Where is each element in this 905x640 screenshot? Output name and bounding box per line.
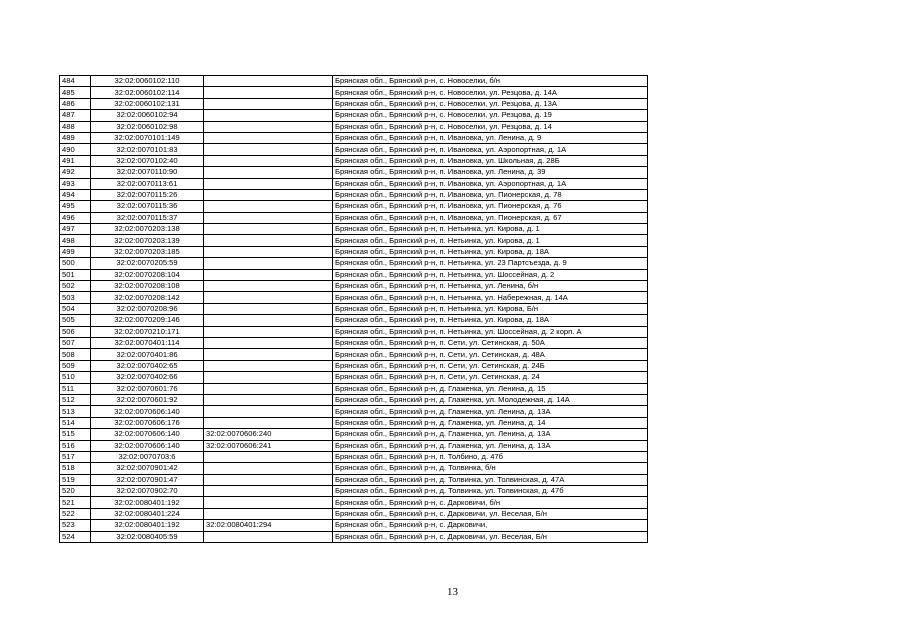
- address-cell: Брянская обл., Брянский р-н, д. Глаженка, ул. Молодежная, д. 14А: [333, 394, 648, 405]
- cadastral-number-cell: 32:02:0070203:138: [91, 224, 204, 235]
- address-cell: Брянская обл., Брянский р-н, д. Глаженка, ул. Ленина, д. 14: [333, 417, 648, 428]
- property-register-table: [59, 75, 648, 543]
- table-row: [60, 372, 648, 383]
- cadastral-number-cell: 32:02:0070110:90: [91, 167, 204, 178]
- table-row: [60, 383, 648, 394]
- row-number-cell: 515: [60, 429, 91, 440]
- cadastral-number-cell: 32:02:0070208:104: [91, 269, 204, 280]
- row-number-cell: 488: [60, 121, 91, 132]
- table-row: [60, 326, 648, 337]
- table-row: [60, 531, 648, 542]
- row-number-cell: 518: [60, 463, 91, 474]
- cadastral-number-cell: 32:02:0060102:131: [91, 98, 204, 109]
- table-row: [60, 246, 648, 257]
- cadastral-number-cell: 32:02:0070402:65: [91, 360, 204, 371]
- address-cell: Брянская обл., Брянский р-н, с. Новоселки, ул. Резцова, д. 14: [333, 121, 648, 132]
- row-number-cell: 501: [60, 269, 91, 280]
- row-number-cell: 513: [60, 406, 91, 417]
- cadastral-number-cell: 32:02:0080401:192: [91, 520, 204, 531]
- table-row: [60, 292, 648, 303]
- address-cell: Брянская обл., Брянский р-н, с. Дарковичи, б/н: [333, 497, 648, 508]
- related-cadastral-number-cell: [204, 417, 333, 428]
- related-cadastral-number-cell: [204, 372, 333, 383]
- related-cadastral-number-cell: [204, 269, 333, 280]
- row-number-cell: 511: [60, 383, 91, 394]
- table-row: [60, 315, 648, 326]
- table-row: [60, 406, 648, 417]
- related-cadastral-number-cell: [204, 315, 333, 326]
- row-number-cell: 519: [60, 474, 91, 485]
- related-cadastral-number-cell: [204, 144, 333, 155]
- cadastral-number-cell: 32:02:0070606:140: [91, 406, 204, 417]
- related-cadastral-number-cell: [204, 383, 333, 394]
- table-row: [60, 269, 648, 280]
- register-table-body: [60, 76, 648, 543]
- related-cadastral-number-cell: [204, 394, 333, 405]
- row-number-cell: 516: [60, 440, 91, 451]
- cadastral-number-cell: 32:02:0060102:98: [91, 121, 204, 132]
- related-cadastral-number-cell: [204, 406, 333, 417]
- related-cadastral-number-cell: [204, 189, 333, 200]
- row-number-cell: 494: [60, 189, 91, 200]
- address-cell: Брянская обл., Брянский р-н, п. Ивановка, ул. Ленина, д. 9: [333, 132, 648, 143]
- cadastral-number-cell: 32:02:0070601:92: [91, 394, 204, 405]
- table-row: [60, 155, 648, 166]
- table-row: [60, 110, 648, 121]
- address-cell: Брянская обл., Брянский р-н, д. Толвинка, ул. Толвинская, д. 47А: [333, 474, 648, 485]
- row-number-cell: 524: [60, 531, 91, 542]
- row-number-cell: 505: [60, 315, 91, 326]
- related-cadastral-number-cell: [204, 110, 333, 121]
- related-cadastral-number-cell: [204, 463, 333, 474]
- cadastral-number-cell: 32:02:0070101:149: [91, 132, 204, 143]
- related-cadastral-number-cell: [204, 497, 333, 508]
- table-row: [60, 337, 648, 348]
- row-number-cell: 493: [60, 178, 91, 189]
- table-row: [60, 281, 648, 292]
- related-cadastral-number-cell: [204, 98, 333, 109]
- cadastral-number-cell: 32:02:0070606:140: [91, 429, 204, 440]
- address-cell: Брянская обл., Брянский р-н, с. Дарковичи, ул. Веселая, Б/н: [333, 531, 648, 542]
- row-number-cell: 498: [60, 235, 91, 246]
- address-cell: Брянская обл., Брянский р-н, п. Нетьинка, ул. Кирова, д. 18А: [333, 246, 648, 257]
- related-cadastral-number-cell: [204, 167, 333, 178]
- table-row: [60, 201, 648, 212]
- table-row: [60, 520, 648, 531]
- cadastral-number-cell: 32:02:0070203:139: [91, 235, 204, 246]
- address-cell: Брянская обл., Брянский р-н, п. Сети, ул. Сетинская, д. 50А: [333, 337, 648, 348]
- row-number-cell: 503: [60, 292, 91, 303]
- address-cell: Брянская обл., Брянский р-н, с. Новоселки, ул. Резцова, д. 19: [333, 110, 648, 121]
- related-cadastral-number-cell: [204, 235, 333, 246]
- address-cell: Брянская обл., Брянский р-н, п. Нетьинка, ул. Кирова, д. 1: [333, 235, 648, 246]
- related-cadastral-number-cell: [204, 326, 333, 337]
- related-cadastral-number-cell: [204, 486, 333, 497]
- address-cell: Брянская обл., Брянский р-н, п. Нетьинка, ул. Ленина, б/н: [333, 281, 648, 292]
- cadastral-number-cell: 32:02:0080401:224: [91, 508, 204, 519]
- row-number-cell: 489: [60, 132, 91, 143]
- address-cell: Брянская обл., Брянский р-н, п. Ивановка, ул. Пионерская, д. 67: [333, 212, 648, 223]
- address-cell: Брянская обл., Брянский р-н, с. Дарковичи,: [333, 520, 648, 531]
- table-row: [60, 258, 648, 269]
- cadastral-number-cell: 32:02:0070210:171: [91, 326, 204, 337]
- table-row: [60, 224, 648, 235]
- address-cell: Брянская обл., Брянский р-н, п. Нетьинка, ул. Кирова, Б/н: [333, 303, 648, 314]
- address-cell: Брянская обл., Брянский р-н, с. Новоселки, б/н: [333, 76, 648, 87]
- row-number-cell: 506: [60, 326, 91, 337]
- related-cadastral-number-cell: [204, 224, 333, 235]
- related-cadastral-number-cell: [204, 87, 333, 98]
- related-cadastral-number-cell: [204, 258, 333, 269]
- address-cell: Брянская обл., Брянский р-н, п. Нетьинка, ул. Кирова, д. 18А: [333, 315, 648, 326]
- cadastral-number-cell: 32:02:0070115:37: [91, 212, 204, 223]
- row-number-cell: 522: [60, 508, 91, 519]
- table-row: [60, 474, 648, 485]
- table-row: [60, 167, 648, 178]
- address-cell: Брянская обл., Брянский р-н, с. Дарковичи, ул. Веселая, Б/н: [333, 508, 648, 519]
- cadastral-number-cell: 32:02:0070402:66: [91, 372, 204, 383]
- row-number-cell: 497: [60, 224, 91, 235]
- related-cadastral-number-cell: [204, 531, 333, 542]
- address-cell: Брянская обл., Брянский р-н, п. Ивановка, ул. Школьная, д. 28Б: [333, 155, 648, 166]
- row-number-cell: 507: [60, 337, 91, 348]
- table-row: [60, 178, 648, 189]
- cadastral-number-cell: 32:02:0070606:140: [91, 440, 204, 451]
- row-number-cell: 495: [60, 201, 91, 212]
- related-cadastral-number-cell: [204, 178, 333, 189]
- table-row: [60, 463, 648, 474]
- cadastral-number-cell: 32:02:0070102:40: [91, 155, 204, 166]
- related-cadastral-number-cell: [204, 451, 333, 462]
- table-row: [60, 417, 648, 428]
- address-cell: Брянская обл., Брянский р-н, д. Глаженка, ул. Ленина, д. 13А: [333, 440, 648, 451]
- address-cell: Брянская обл., Брянский р-н, п. Ивановка, ул. Аэропортная, д. 1А: [333, 144, 648, 155]
- row-number-cell: 502: [60, 281, 91, 292]
- row-number-cell: 484: [60, 76, 91, 87]
- cadastral-number-cell: 32:02:0070601:76: [91, 383, 204, 394]
- related-cadastral-number-cell: 32:02:0070606:240: [204, 429, 333, 440]
- address-cell: Брянская обл., Брянский р-н, п. Нетьинка, ул. 23 Партсъезда, д. 9: [333, 258, 648, 269]
- row-number-cell: 496: [60, 212, 91, 223]
- table-row: [60, 76, 648, 87]
- table-row: [60, 144, 648, 155]
- table-row: [60, 486, 648, 497]
- page-number: 13: [447, 586, 458, 598]
- table-row: [60, 508, 648, 519]
- table-row: [60, 132, 648, 143]
- row-number-cell: 486: [60, 98, 91, 109]
- row-number-cell: 490: [60, 144, 91, 155]
- address-cell: Брянская обл., Брянский р-н, п. Ивановка, ул. Ленина, д. 39: [333, 167, 648, 178]
- address-cell: Брянская обл., Брянский р-н, п. Ивановка, ул. Пионерская, д. 78: [333, 189, 648, 200]
- related-cadastral-number-cell: 32:02:0080401:294: [204, 520, 333, 531]
- row-number-cell: 485: [60, 87, 91, 98]
- table-row: [60, 349, 648, 360]
- related-cadastral-number-cell: [204, 508, 333, 519]
- cadastral-number-cell: 32:02:0070606:176: [91, 417, 204, 428]
- related-cadastral-number-cell: [204, 212, 333, 223]
- related-cadastral-number-cell: [204, 303, 333, 314]
- related-cadastral-number-cell: [204, 246, 333, 257]
- related-cadastral-number-cell: [204, 474, 333, 485]
- row-number-cell: 517: [60, 451, 91, 462]
- cadastral-number-cell: 32:02:0070208:96: [91, 303, 204, 314]
- table-row: [60, 212, 648, 223]
- related-cadastral-number-cell: [204, 201, 333, 212]
- related-cadastral-number-cell: [204, 349, 333, 360]
- table-row: [60, 189, 648, 200]
- cadastral-number-cell: 32:02:0070902:70: [91, 486, 204, 497]
- related-cadastral-number-cell: 32:02:0070606:241: [204, 440, 333, 451]
- row-number-cell: 492: [60, 167, 91, 178]
- related-cadastral-number-cell: [204, 292, 333, 303]
- address-cell: Брянская обл., Брянский р-н, д. Толвинка, б/н: [333, 463, 648, 474]
- cadastral-number-cell: 32:02:0070208:142: [91, 292, 204, 303]
- row-number-cell: 520: [60, 486, 91, 497]
- address-cell: Брянская обл., Брянский р-н, с. Новоселки, ул. Резцова, д. 14А: [333, 87, 648, 98]
- related-cadastral-number-cell: [204, 360, 333, 371]
- row-number-cell: 523: [60, 520, 91, 531]
- address-cell: Брянская обл., Брянский р-н, п. Нетьинка, ул. Шоссейная, д. 2: [333, 269, 648, 280]
- address-cell: Брянская обл., Брянский р-н, п. Сети, ул. Сетинская, д. 24Б: [333, 360, 648, 371]
- address-cell: Брянская обл., Брянский р-н, п. Сети, ул. Сетинская, д. 48А: [333, 349, 648, 360]
- row-number-cell: 491: [60, 155, 91, 166]
- row-number-cell: 504: [60, 303, 91, 314]
- cadastral-number-cell: 32:02:0070115:26: [91, 189, 204, 200]
- cadastral-number-cell: 32:02:0070209:146: [91, 315, 204, 326]
- related-cadastral-number-cell: [204, 76, 333, 87]
- row-number-cell: 487: [60, 110, 91, 121]
- address-cell: Брянская обл., Брянский р-н, п. Нетьинка, ул. Шоссейная, д. 2 корп. А: [333, 326, 648, 337]
- related-cadastral-number-cell: [204, 337, 333, 348]
- cadastral-number-cell: 32:02:0070401:114: [91, 337, 204, 348]
- table-row: [60, 121, 648, 132]
- address-cell: Брянская обл., Брянский р-н, с. Новоселки, ул. Резцова, д. 13А: [333, 98, 648, 109]
- table-row: [60, 497, 648, 508]
- row-number-cell: 508: [60, 349, 91, 360]
- cadastral-number-cell: 32:02:0070703:6: [91, 451, 204, 462]
- address-cell: Брянская обл., Брянский р-н, д. Глаженка, ул. Ленина, д. 13А: [333, 406, 648, 417]
- cadastral-number-cell: 32:02:0070101:83: [91, 144, 204, 155]
- related-cadastral-number-cell: [204, 132, 333, 143]
- related-cadastral-number-cell: [204, 155, 333, 166]
- cadastral-number-cell: 32:02:0080401:192: [91, 497, 204, 508]
- cadastral-number-cell: 32:02:0070205:59: [91, 258, 204, 269]
- row-number-cell: 512: [60, 394, 91, 405]
- address-cell: Брянская обл., Брянский р-н, д. Глаженка, ул. Ленина, д. 13А: [333, 429, 648, 440]
- cadastral-number-cell: 32:02:0060102:110: [91, 76, 204, 87]
- cadastral-number-cell: 32:02:0080405:59: [91, 531, 204, 542]
- table-row: [60, 235, 648, 246]
- table-row: [60, 394, 648, 405]
- cadastral-number-cell: 32:02:0070203:185: [91, 246, 204, 257]
- row-number-cell: 510: [60, 372, 91, 383]
- related-cadastral-number-cell: [204, 121, 333, 132]
- cadastral-number-cell: 32:02:0060102:94: [91, 110, 204, 121]
- address-cell: Брянская обл., Брянский р-н, п. Ивановка, ул. Аэропортная, д. 1А: [333, 178, 648, 189]
- cadastral-number-cell: 32:02:0070901:47: [91, 474, 204, 485]
- cadastral-number-cell: 32:02:0070113:61: [91, 178, 204, 189]
- table-row: [60, 429, 648, 440]
- row-number-cell: 499: [60, 246, 91, 257]
- cadastral-number-cell: 32:02:0070901:42: [91, 463, 204, 474]
- table-row: [60, 303, 648, 314]
- cadastral-number-cell: 32:02:0070208:108: [91, 281, 204, 292]
- address-cell: Брянская обл., Брянский р-н, д. Толвинка, ул. Толвинская, д. 47б: [333, 486, 648, 497]
- address-cell: Брянская обл., Брянский р-н, п. Сети, ул. Сетинская, д. 24: [333, 372, 648, 383]
- row-number-cell: 509: [60, 360, 91, 371]
- cadastral-number-cell: 32:02:0070115:36: [91, 201, 204, 212]
- row-number-cell: 500: [60, 258, 91, 269]
- cadastral-number-cell: 32:02:0070401:86: [91, 349, 204, 360]
- table-row: [60, 360, 648, 371]
- table-row: [60, 440, 648, 451]
- address-cell: Брянская обл., Брянский р-н, п. Ивановка, ул. Пионерская, д. 76: [333, 201, 648, 212]
- cadastral-number-cell: 32:02:0060102:114: [91, 87, 204, 98]
- related-cadastral-number-cell: [204, 281, 333, 292]
- table-row: [60, 87, 648, 98]
- table-row: [60, 98, 648, 109]
- row-number-cell: 521: [60, 497, 91, 508]
- address-cell: Брянская обл., Брянский р-н, п. Толбино, д. 47б: [333, 451, 648, 462]
- row-number-cell: 514: [60, 417, 91, 428]
- address-cell: Брянская обл., Брянский р-н, п. Нетьинка, ул. Кирова, д. 1: [333, 224, 648, 235]
- address-cell: Брянская обл., Брянский р-н, д. Глаженка, ул. Ленина, д. 15: [333, 383, 648, 394]
- address-cell: Брянская обл., Брянский р-н, п. Нетьинка, ул. Набережная, д. 14А: [333, 292, 648, 303]
- table-row: [60, 451, 648, 462]
